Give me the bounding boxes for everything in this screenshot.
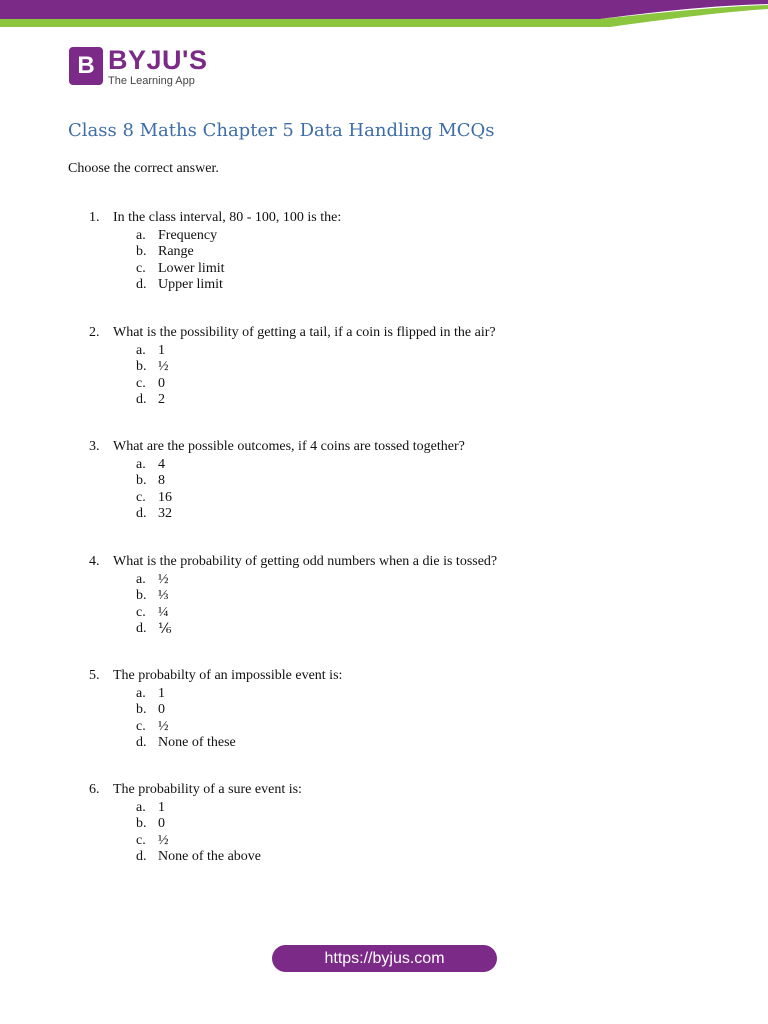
option-c <box>0 490 768 506</box>
option-letter: c. <box>136 718 146 734</box>
question-number: 5. <box>89 668 100 683</box>
option-text: 1 <box>158 686 165 701</box>
option-letter: d. <box>136 391 147 407</box>
option-text: 8 <box>158 473 165 489</box>
option-a <box>0 228 768 244</box>
option-letter: a. <box>136 343 146 358</box>
option-d <box>0 621 768 637</box>
option-letter: c. <box>136 604 146 620</box>
option-a <box>0 343 768 359</box>
header-band <box>0 0 768 30</box>
option-letter: b. <box>136 473 147 489</box>
option-d <box>0 735 768 751</box>
question-text: What is the possibility of getting a tail, if a coin is flipped in the air? <box>113 325 496 340</box>
option-b <box>0 588 768 604</box>
question-text: The probabilty of an impossible event is: <box>113 668 343 683</box>
question-text: What are the possible outcomes, if 4 coins are tossed together? <box>113 439 465 454</box>
option-b <box>0 473 768 489</box>
option-text: 0 <box>158 816 165 832</box>
option-text: 1 <box>158 800 165 815</box>
option-d <box>0 277 768 293</box>
option-letter: a. <box>136 572 146 587</box>
option-text: ¼ <box>158 604 169 620</box>
option-text: 4 <box>158 457 165 472</box>
option-text: ⅓ <box>158 588 169 604</box>
option-b <box>0 816 768 832</box>
option-letter: d. <box>136 276 147 292</box>
question-number: 6. <box>89 782 100 797</box>
question-number: 4. <box>89 554 100 569</box>
option-letter: c. <box>136 375 146 391</box>
option-letter: a. <box>136 457 146 472</box>
option-letter: c. <box>136 260 146 276</box>
option-text: Lower limit <box>158 260 225 276</box>
option-text: ½ <box>158 572 169 587</box>
option-c <box>0 719 768 735</box>
question-2 <box>0 325 768 408</box>
option-text: 0 <box>158 702 165 718</box>
option-letter: c. <box>136 489 146 505</box>
option-text: ½ <box>158 718 169 734</box>
option-text: ½ <box>158 832 169 848</box>
question-text: The probability of a sure event is: <box>113 782 302 797</box>
question-text: In the class interval, 80 - 100, 100 is the: <box>113 210 342 225</box>
instruction-text: Choose the correct answer. <box>68 161 219 176</box>
option-letter: a. <box>136 228 146 243</box>
byjus-logo <box>69 47 207 89</box>
option-d <box>0 392 768 408</box>
option-letter: d. <box>136 505 147 521</box>
option-a <box>0 686 768 702</box>
option-d <box>0 506 768 522</box>
option-letter: b. <box>136 244 147 260</box>
option-b <box>0 702 768 718</box>
question-1 <box>0 210 768 293</box>
option-text: Frequency <box>158 228 218 243</box>
question-5 <box>0 668 768 751</box>
option-b <box>0 244 768 260</box>
option-text: 32 <box>158 505 172 521</box>
option-text: ⅙ <box>158 621 172 637</box>
footer-url-text: https://byjus.com <box>324 949 445 967</box>
question-6 <box>0 782 768 865</box>
option-letter: d. <box>136 848 147 864</box>
option-text: Range <box>158 244 194 260</box>
option-c <box>0 605 768 621</box>
option-letter: c. <box>136 832 146 848</box>
option-d <box>0 849 768 865</box>
logo-brand-name: BYJU'S <box>108 45 208 75</box>
question-number: 2. <box>89 325 100 340</box>
logo-tagline: The Learning App <box>108 75 195 87</box>
footer-url-link[interactable] <box>272 945 497 972</box>
question-text: What is the probability of getting odd numbers when a die is tossed? <box>113 554 498 569</box>
option-text: 0 <box>158 375 165 391</box>
logo-badge-letter: B <box>77 52 95 79</box>
option-letter: a. <box>136 686 146 701</box>
option-letter: b. <box>136 702 147 718</box>
option-text: 16 <box>158 489 172 505</box>
option-letter: b. <box>136 359 147 375</box>
page-title: Class 8 Maths Chapter 5 Data Handling MCQs <box>68 120 495 141</box>
question-4 <box>0 554 768 637</box>
option-text: 2 <box>158 391 165 407</box>
option-text: None of the above <box>158 848 262 864</box>
option-c <box>0 261 768 277</box>
option-c <box>0 833 768 849</box>
question-number: 3. <box>89 439 100 454</box>
option-text: None of these <box>158 734 236 750</box>
question-3 <box>0 439 768 522</box>
option-letter: b. <box>136 816 147 832</box>
option-letter: d. <box>136 734 147 750</box>
option-text: Upper limit <box>158 276 223 292</box>
option-a <box>0 800 768 816</box>
option-letter: a. <box>136 800 146 815</box>
option-a <box>0 457 768 473</box>
option-text: ½ <box>158 359 169 375</box>
question-number: 1. <box>89 210 100 225</box>
option-letter: b. <box>136 588 147 604</box>
option-a <box>0 572 768 588</box>
logo-badge <box>69 47 103 85</box>
option-c <box>0 376 768 392</box>
option-b <box>0 359 768 375</box>
option-letter: d. <box>136 620 147 636</box>
option-text: 1 <box>158 343 165 358</box>
